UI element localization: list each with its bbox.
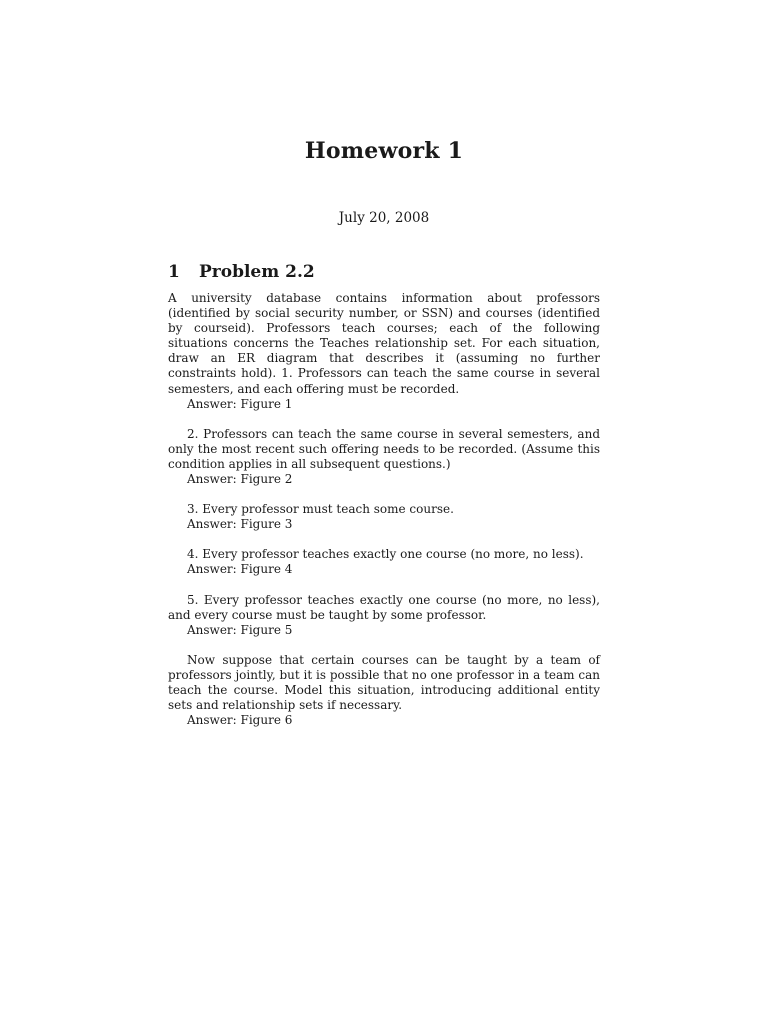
paragraph-intro: A university database contains information about professors (identified by social security number, or SSN) and courses (identified by courseid). Professors teach courses; each of the following situations concerns the Teaches relationship set. For each situation, draw an ER diagram that describes it (assuming no further constraints hold). 1. Professors can teach the same course in several semesters, and each offering must be recorded.	[168, 291, 600, 396]
section-number: 1	[168, 262, 180, 282]
paragraph-question-5: 5. Every professor teaches exactly one course (no more, no less), and every course must be taught by some professor.	[168, 592, 600, 622]
paragraph-gap	[168, 532, 600, 547]
paragraph-gap	[168, 578, 600, 593]
paragraph-team-teaching: Now suppose that certain courses can be taught by a team of professors jointly, but it is possible that no one professor in a team can teach the course. Model this situation, introducing additional entity sets and relationship sets if necessary.	[168, 652, 600, 713]
document-date: July 20, 2008	[338, 210, 430, 226]
section-heading	[168, 262, 315, 282]
answer-line: Answer: Figure 2	[187, 472, 293, 487]
paragraph-gap	[168, 412, 600, 427]
paragraph-gap	[168, 638, 600, 653]
document-title: Homework 1	[304, 138, 464, 164]
answer-line: Answer: Figure 4	[187, 562, 293, 577]
answer-line: Answer: Figure 1	[187, 396, 293, 411]
section-title: Problem 2.2	[199, 262, 315, 282]
paragraph-question-2: 2. Professors can teach the same course in several semesters, and only the most recent such offering needs to be recorded. (Assume this condition applies in all subsequent questions.)	[168, 426, 600, 471]
answer-line: Answer: Figure 6	[187, 713, 293, 728]
paragraph-question-4: 4. Every professor teaches exactly one course (no more, no less).	[187, 547, 584, 562]
paragraph-gap	[168, 487, 600, 502]
section-body	[168, 291, 600, 728]
answer-line: Answer: Figure 3	[187, 517, 293, 532]
answer-line: Answer: Figure 5	[187, 622, 293, 637]
paragraph-question-3: 3. Every professor must teach some course.	[187, 502, 454, 517]
